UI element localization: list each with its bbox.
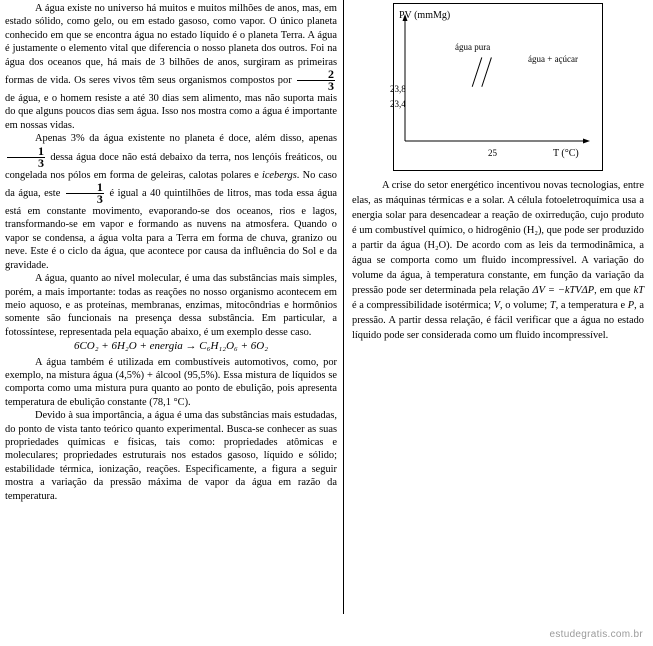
- paragraph-1: [5, 2, 337, 132]
- symbol-p: P: [627, 300, 635, 311]
- text: A crise do setor energético incentivou novas tecnologias, entre elas, as máquinas térmicas e a solar. A célula fotoeletroquímica usa a energia solar para desencadear a reação de oxirredução, cujo produto é um combustível químico, o hidrogênio (H₂), que pode ser produzido a partir da água (H₂O). De acordo com as leis da termodinâmica, a água se comporta como um fluido incompressível. A variação do volume da água, à temperatura constante, em função da variação da pressão pode ser determinada pela relação: [352, 180, 644, 296]
- paragraph-4: A água também é utilizada em combustíveis automotivos, como, por exemplo, na mistura água (4,5%) + álcool (95,5%). Essa mistura de líquidos se comporta como uma mistura pura quanto ao ponto de ebulição, pois apresenta temperatura de ebulição constante (78,1 °C).: [5, 356, 337, 408]
- y-tick-label: 23,8: [390, 84, 406, 94]
- x-axis-label: T (°C): [553, 148, 579, 159]
- fraction-one-third: [7, 143, 45, 170]
- text: dessa água doce não está debaixo da terra, nos lençóis freáticos, ou congelada nos pólos em forma de geleiras, calotas polares e: [5, 151, 337, 181]
- text: , a temperatura e: [555, 300, 626, 311]
- symbol-kt: kT: [633, 285, 644, 296]
- paragraph-right-1: [352, 178, 644, 343]
- symbol-v: V: [493, 300, 501, 311]
- paragraph-5: Devido à sua importância, a água é uma das substâncias mais estudadas, do ponto de vista tanto teórico quanto experimental. Busca-se conhecer as suas propriedades químicas e físicas, tais como: propriedades atômicas e moleculares; propriedades estruturais nos estados gasoso, líquido e sólido; estabilidade térmica, ionização, reações. Especificamente, a figura a seguir mostra a variação da pressão máxima de vapor da água em razão da temperatura.: [5, 410, 337, 502]
- text: , o volume;: [500, 300, 548, 311]
- fraction-numerator: 1: [66, 182, 104, 194]
- text: é igual a 40 quintilhões de litros, mas toda essa água está em constante movimento, evaporando-se dos oceanos, rios e lagos, transformando-se em vapor e formando as nuvens na atmosfera. Quando o vapor se condensa, a água volta para a Terra em forma de chuva, granizo ou neve. Este é o ciclo da água, que acontece por causa da influência do Sol e da gravidade.: [5, 187, 337, 271]
- fraction-denominator: 3: [96, 192, 103, 207]
- relation-formula: ΔV = −kTVΔP: [532, 285, 595, 296]
- column-divider: [343, 0, 344, 614]
- series-label-agua-pura: água pura: [455, 42, 491, 52]
- chart-frame: [394, 4, 603, 171]
- text: A água existe no universo há muitos e muitos milhões de anos, mas, em estado sólido, como gelo, ou em estado gasoso, como vapor. O único planeta conhecido em que se encontra água no estado líquido é o planeta Terra. A água é justamente o elemento vital que diferencia o nosso planeta dos outros. Foi na água dos oceanos que, há mais de 3 bilhões de anos, surgiram as primeiras formas de vida. Os seres vivos têm seus organismos compostos por: [5, 3, 337, 86]
- fraction-numerator: 2: [297, 69, 335, 81]
- symbol-t: T: [549, 300, 556, 311]
- site-watermark: estudegratis.com.br: [549, 629, 643, 640]
- paragraph-3: A água, quanto ao nível molecular, é uma das substâncias mais simples, porém, a mais importante: todas as reações no nosso organismo acontecem em meio aquoso, e as proteínas, membranas, enzimas, mitocôndrias e hormônios somente são funcionais na presença dessa substância. Em particular, a fotossíntese, representada pela equação abaixo, é um exemplo desse caso.: [5, 273, 337, 338]
- text: é a compressibilidade isotérmica;: [352, 300, 491, 311]
- fraction-numerator: 1: [7, 146, 45, 158]
- photosynthesis-equation: 6CO₂ + 6H₂O + energia → C₆H₁₂O₆ + 6O₂: [73, 340, 269, 353]
- fraction-denominator: 3: [328, 79, 334, 94]
- series-label-agua-acucar: água + açúcar: [528, 54, 579, 64]
- paragraph-2: [5, 132, 337, 272]
- text: . No caso da água, este: [5, 169, 337, 199]
- fraction-denominator: 3: [38, 155, 44, 170]
- left-column: [5, 2, 337, 503]
- y-axis-label: PV (mmMg): [399, 10, 451, 21]
- text: , em que: [594, 285, 631, 296]
- right-column: [352, 178, 644, 343]
- y-tick-label: 23,4: [390, 99, 406, 109]
- vapor-pressure-chart: [390, 3, 603, 171]
- text: Apenas 3% da água existente no planeta é doce, além disso, apenas: [35, 133, 337, 145]
- x-tick-label: 25: [488, 148, 497, 158]
- fraction-two-thirds: [297, 69, 335, 92]
- fraction-one-third-2: [66, 182, 104, 205]
- text: , a pressão. A partir dessa relação, é fácil verificar que a água no estado líquido pode ser considerada como um fluido incompressível.: [352, 300, 644, 341]
- italic-term: icebergs: [261, 169, 297, 181]
- text: de água, e o homem resiste a até 30 dias sem alimento, mas não suporta mais do que alguns poucos dias sem água. Isso nos mostra como a água é importante em nossas vidas.: [5, 93, 337, 131]
